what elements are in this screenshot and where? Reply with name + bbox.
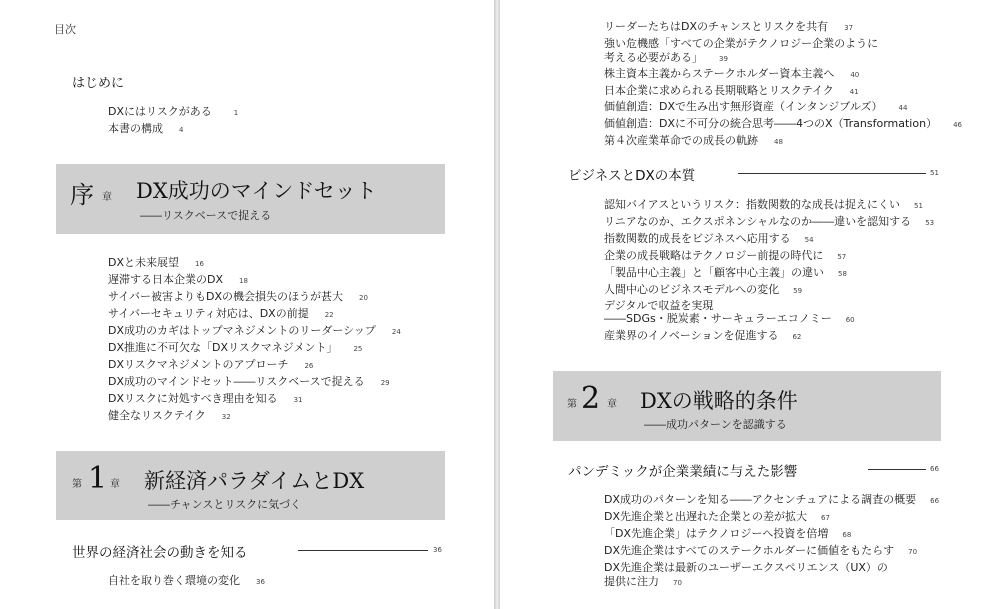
toc-entry-page: 22 xyxy=(324,311,334,319)
toc-entry-text: 「DX先進企業」はテクノロジーへ投資を倍増 xyxy=(604,527,829,540)
toc-entry-page: 25 xyxy=(353,345,363,353)
toc-entry-text: 日本企業に求められる長期戦略とリスクテイク xyxy=(604,84,834,97)
toc-entry[interactable] xyxy=(604,232,814,247)
toc-entry-page: 66 xyxy=(930,497,940,505)
toc-entry[interactable] xyxy=(604,561,888,575)
toc-entry-text: DX成功のカギはトップマネジメントのリーダーシップ xyxy=(108,324,376,337)
toc-entry[interactable] xyxy=(108,256,204,271)
toc-entry-page: 67 xyxy=(821,514,830,522)
toc-entry-page: 41 xyxy=(849,88,859,96)
toc-entry-page: 4 xyxy=(179,126,184,134)
toc-entry-page: 58 xyxy=(838,270,847,278)
toc-entry[interactable] xyxy=(604,100,907,115)
section-heading-text: 世界の経済社会の動きを知る xyxy=(72,545,248,561)
prologue-title-band xyxy=(56,164,445,234)
leader-rule xyxy=(738,173,926,174)
chapter-subtitle: ――リスクベースで捉える xyxy=(140,209,272,222)
toc-entry[interactable] xyxy=(604,117,962,132)
toc-entry[interactable] xyxy=(108,392,303,407)
toc-entry[interactable] xyxy=(108,273,248,288)
toc-entry-text: 認知バイアスというリスク：指数関数的な成長は捉えにくい xyxy=(604,198,901,211)
section-page: 66 xyxy=(930,465,939,473)
toc-entry[interactable] xyxy=(604,493,939,508)
toc-entry[interactable] xyxy=(604,215,934,230)
left-page xyxy=(0,0,494,609)
toc-entry-text: 考える必要がある」 xyxy=(604,51,703,64)
chapter-subtitle: ――チャンスとリスクに気づく xyxy=(148,498,302,511)
section-heading-text: パンデミックが企業業績に与えた影響 xyxy=(568,464,798,480)
toc-entry[interactable] xyxy=(604,134,783,149)
toc-entry-page: 37 xyxy=(844,24,854,32)
chapter-number: 1 xyxy=(88,461,108,496)
toc-entry-text: DX先進企業はすべてのステークホルダーに価値をもたらす xyxy=(604,544,895,557)
toc-entry-text: DX成功のマインドセット――リスクベースで捉える xyxy=(108,375,365,388)
toc-entry-text: 企業の成長戦略はテクノロジー前提の時代に xyxy=(604,249,824,262)
toc-entry-text: 健全なリスクテイク xyxy=(108,409,206,422)
toc-entry-text: DXリスクマネジメントのアプローチ xyxy=(108,358,289,371)
toc-entry-text: DXにはリスクがある xyxy=(108,105,212,118)
toc-entry-page: 68 xyxy=(842,531,852,539)
toc-entry-text: 指数関数的成長をビジネスへ応用する xyxy=(604,232,791,245)
toc-entry[interactable] xyxy=(108,341,362,356)
toc-entry[interactable] xyxy=(604,312,855,327)
chapter-title: DXの戦略的条件 xyxy=(640,389,798,413)
toc-entry-page: 32 xyxy=(221,413,231,421)
toc-entry[interactable] xyxy=(604,266,847,281)
leader-rule xyxy=(868,469,926,470)
chapter-subtitle: ――成功パターンを認識する xyxy=(644,418,787,431)
toc-entry-text: DX成功のパターンを知る――アクセンチュアによる調査の概要 xyxy=(604,493,917,506)
toc-entry-text: リーダーたちはDXのチャンスとリスクを共有 xyxy=(604,20,829,33)
chapter-prefix: 序 xyxy=(70,181,94,209)
chapter-number: 2 xyxy=(581,381,601,416)
toc-entry-page: 39 xyxy=(719,55,728,63)
toc-entry-page: 62 xyxy=(792,333,802,341)
chapter-prefix: 第 xyxy=(567,399,577,410)
toc-entry[interactable] xyxy=(108,375,390,390)
toc-entry[interactable] xyxy=(604,329,801,344)
toc-entry-text: 産業界のイノベーションを促進する xyxy=(604,329,779,342)
toc-entry[interactable] xyxy=(108,105,238,120)
toc-entry-page: 40 xyxy=(850,71,860,79)
toc-entry-page: 1 xyxy=(233,109,239,117)
toc-entry-text: DX先進企業は最新のユーザーエクスペリエンス（UX）の xyxy=(604,561,888,574)
toc-entry-page: 54 xyxy=(804,236,814,244)
toc-entry[interactable] xyxy=(604,249,846,264)
toc-entry-page: 29 xyxy=(380,379,390,387)
intro-heading: はじめに xyxy=(72,76,125,91)
toc-entry-text: デジタルで収益を実現 xyxy=(604,299,714,312)
toc-entry[interactable] xyxy=(108,574,265,589)
toc-entry-text: 株主資本主義からステークホルダー資本主義へ xyxy=(604,67,835,80)
toc-entry[interactable] xyxy=(604,299,713,313)
chapter-suffix: 章 xyxy=(607,399,617,410)
running-head: 目次 xyxy=(54,23,76,36)
toc-entry[interactable] xyxy=(108,409,231,424)
toc-entry[interactable] xyxy=(604,84,859,99)
toc-entry-text: 強い危機感「すべての企業がテクノロジー企業のように xyxy=(604,37,879,50)
toc-entry-page: 60 xyxy=(845,316,855,324)
toc-entry-page: 70 xyxy=(908,548,918,556)
toc-entry[interactable] xyxy=(108,324,401,339)
section-page: 36 xyxy=(433,546,442,554)
toc-entry-page: 20 xyxy=(359,294,368,302)
toc-entry-page: 48 xyxy=(774,138,783,146)
leader-rule xyxy=(298,550,428,551)
toc-entry[interactable] xyxy=(108,307,334,322)
toc-entry-text: DX先進企業と出遅れた企業との差が拡大 xyxy=(604,510,808,523)
toc-entry-page: 36 xyxy=(256,578,265,586)
toc-entry-page: 53 xyxy=(925,219,935,227)
toc-entry[interactable] xyxy=(604,510,830,525)
toc-entry-page: 59 xyxy=(793,287,803,295)
toc-entry-text: 人間中心のビジネスモデルへの変化 xyxy=(604,283,780,296)
toc-entry-text: DXと未来展望 xyxy=(108,256,180,269)
toc-entry[interactable] xyxy=(604,544,917,559)
toc-entry[interactable] xyxy=(604,51,728,66)
toc-entry[interactable] xyxy=(604,67,859,82)
toc-entry-text: 本書の構成 xyxy=(108,122,163,135)
toc-entry-text: 第４次産業革命での成長の軌跡 xyxy=(604,134,758,147)
toc-entry[interactable] xyxy=(604,20,853,35)
toc-entry-text: 提供に注力 xyxy=(604,575,659,588)
chapter-prefix: 第 xyxy=(72,479,82,490)
toc-entry[interactable] xyxy=(604,527,851,542)
toc-entry-page: 57 xyxy=(837,253,847,261)
toc-entry-text: 遅滞する日本企業のDX xyxy=(108,273,224,286)
section-heading[interactable] xyxy=(568,164,695,184)
toc-entry[interactable] xyxy=(604,575,682,590)
toc-entry-text: ――SDGs・脱炭素・サーキュラーエコノミー xyxy=(604,312,832,325)
toc-entry-page: 24 xyxy=(391,328,401,336)
toc-entry-text: リニアなのか、エクスポネンシャルなのか――違いを認知する xyxy=(604,215,912,228)
toc-entry-text: 「製品中心主義」と「顧客中心主義」の違い xyxy=(604,266,824,279)
toc-entry-page: 70 xyxy=(673,579,682,587)
chapter-title: DX成功のマインドセット xyxy=(136,179,377,203)
toc-entry-page: 46 xyxy=(953,121,962,129)
toc-entry-page: 26 xyxy=(304,362,314,370)
toc-entry-text: DX推進に不可欠な「DXリスクマネジメント」 xyxy=(108,341,338,354)
toc-entry-text: DXリスクに対処すべき理由を知る xyxy=(108,392,278,405)
toc-entry-page: 18 xyxy=(239,277,248,285)
toc-entry[interactable] xyxy=(604,37,878,51)
toc-entry-text: サイバー被害よりもDXの機会損失のほうが甚大 xyxy=(108,290,344,303)
toc-entry[interactable] xyxy=(604,198,923,213)
chapter-suffix: 章 xyxy=(110,479,120,490)
right-page xyxy=(500,0,1000,609)
section-page: 51 xyxy=(930,169,939,177)
toc-entry[interactable] xyxy=(108,290,368,305)
chapter-title: 新経済パラダイムとDX xyxy=(144,469,365,493)
chapter-1-title-band xyxy=(56,451,445,520)
toc-entry-page: 44 xyxy=(898,104,908,112)
toc-entry[interactable] xyxy=(108,358,313,373)
chapter-suffix: 章 xyxy=(102,192,112,203)
toc-entry-page: 16 xyxy=(195,260,204,268)
toc-entry-page: 31 xyxy=(293,396,303,404)
toc-entry-page: 51 xyxy=(914,202,923,210)
chapter-2-title-band xyxy=(553,371,941,441)
section-heading-text: ビジネスとDXの本質 xyxy=(568,168,696,184)
toc-entry[interactable] xyxy=(108,122,183,137)
toc-entry-text: 自社を取り巻く環境の変化 xyxy=(108,574,240,587)
section-heading[interactable] xyxy=(568,460,797,480)
toc-entry-text: 価値創造：DXで生み出す無形資産（インタンジブルズ） xyxy=(604,100,883,113)
toc-entry-text: サイバーセキュリティ対応は、DXの前提 xyxy=(108,307,309,320)
toc-entry[interactable] xyxy=(604,283,802,298)
toc-entry-text: 価値創造：DXに不可分の統合思考――4つのX（Transformation） xyxy=(604,117,938,130)
section-heading[interactable] xyxy=(72,541,248,561)
